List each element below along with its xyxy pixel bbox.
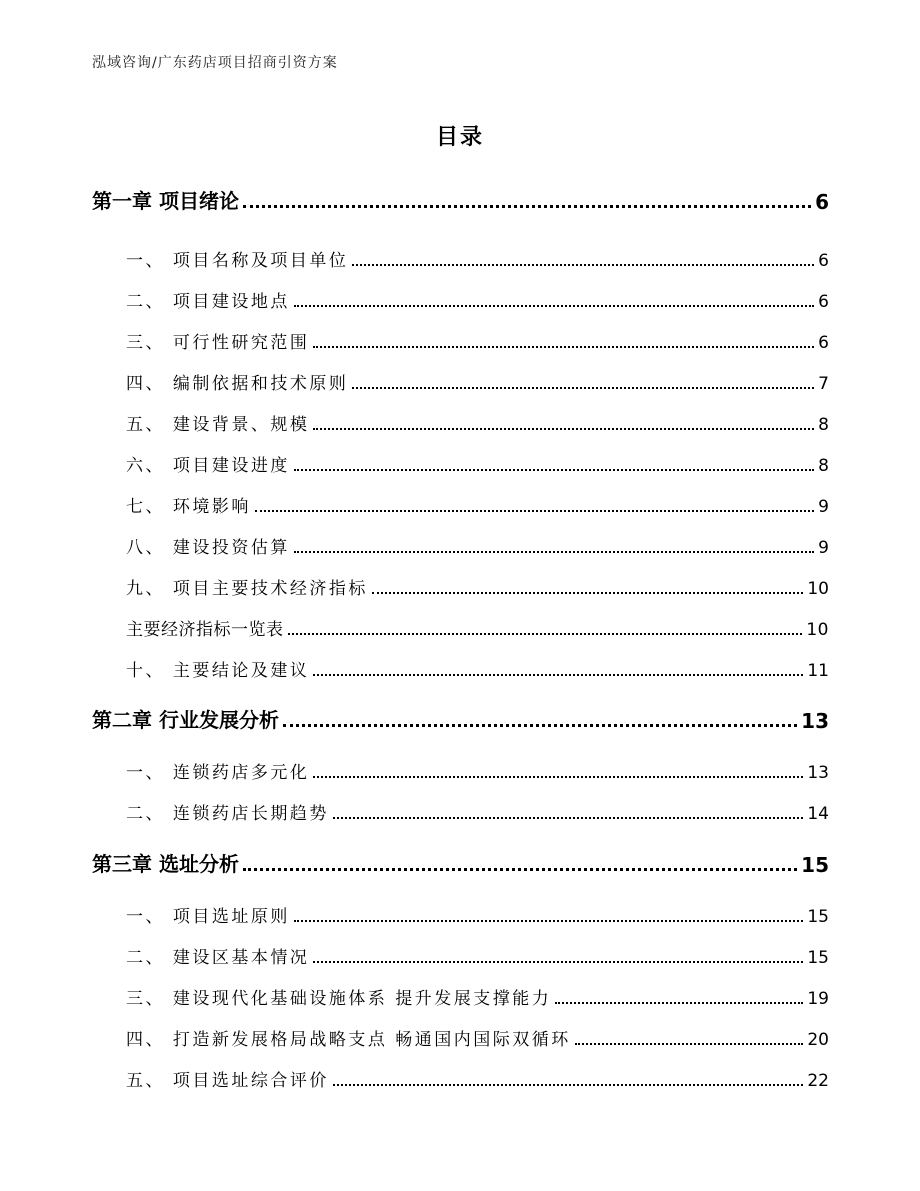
- toc-entry-text: 二、 项目建设地点: [126, 292, 290, 312]
- toc-entry[interactable]: [126, 758, 829, 783]
- toc-entry[interactable]: [126, 533, 829, 558]
- toc-page-number: 13: [807, 763, 829, 783]
- toc-entry[interactable]: [92, 704, 829, 733]
- toc-entry-text: 一、 项目名称及项目单位: [126, 251, 349, 271]
- dot-leader: [352, 264, 814, 266]
- dot-leader: [283, 724, 797, 727]
- toc-entry-text: 一、 项目选址原则: [126, 907, 290, 927]
- toc-entry[interactable]: [126, 492, 829, 517]
- toc-page-number: 14: [807, 804, 829, 824]
- toc-entry[interactable]: [126, 328, 829, 353]
- toc-page-number: 9: [818, 538, 829, 558]
- toc-page-number: 6: [818, 292, 829, 312]
- toc-page-number: 13: [801, 709, 829, 733]
- dot-leader: [333, 817, 803, 819]
- toc-page-number: 15: [801, 853, 829, 877]
- toc-entry[interactable]: [126, 1066, 829, 1091]
- toc-entry-text: 二、 连锁药店长期趋势: [126, 804, 329, 824]
- toc-entry-text: 八、 建设投资估算: [126, 538, 290, 558]
- toc-entry[interactable]: [126, 410, 829, 435]
- toc-entry[interactable]: [126, 902, 829, 927]
- toc-page-number: 20: [807, 1030, 829, 1050]
- toc-entry[interactable]: [126, 656, 829, 681]
- toc-entry-text: 五、 建设背景、规模: [126, 415, 310, 435]
- dot-leader: [294, 305, 814, 307]
- dot-leader: [313, 674, 803, 676]
- toc-entry-text: 二、 建设区基本情况: [126, 948, 310, 968]
- toc-entry[interactable]: [126, 287, 829, 312]
- toc-page-number: 8: [818, 415, 829, 435]
- toc-page-number: 19: [807, 989, 829, 1009]
- toc-entry[interactable]: [126, 369, 829, 394]
- toc-entry[interactable]: [126, 246, 829, 271]
- dot-leader: [313, 428, 814, 430]
- toc-entry-text: 四、 打造新发展格局战略支点 畅通国内国际双循环: [126, 1030, 571, 1050]
- toc-entry-text: 四、 编制依据和技术原则: [126, 374, 349, 394]
- toc-entry-text: 第一章 项目绪论: [92, 189, 239, 213]
- toc-entry-text: 三、 可行性研究范围: [126, 333, 310, 353]
- dot-leader: [555, 1002, 803, 1004]
- toc-entry-text: 三、 建设现代化基础设施体系 提升发展支撑能力: [126, 989, 552, 1009]
- toc-entry-text: 主要经济指标一览表: [126, 620, 284, 640]
- dot-leader: [313, 961, 803, 963]
- dot-leader: [294, 551, 814, 553]
- document-header: 泓域咨询/广东药店项目招商引资方案: [92, 55, 338, 71]
- toc-entry-text: 十、 主要结论及建议: [126, 661, 310, 681]
- dot-leader: [294, 920, 803, 922]
- dot-leader: [372, 592, 803, 594]
- dot-leader: [255, 510, 814, 512]
- toc-page-number: 7: [818, 374, 829, 394]
- toc-entry[interactable]: [92, 185, 829, 214]
- toc-entry-text: 六、 项目建设进度: [126, 456, 290, 476]
- toc-page-number: 6: [815, 190, 829, 214]
- page-title: 目录: [435, 125, 484, 150]
- toc-page-number: 10: [807, 579, 829, 599]
- dot-leader: [313, 346, 814, 348]
- toc-entry[interactable]: [126, 943, 829, 968]
- toc-entry-text: 一、 连锁药店多元化: [126, 763, 310, 783]
- dot-leader: [313, 776, 803, 778]
- toc-entry[interactable]: [126, 984, 829, 1009]
- dot-leader: [288, 633, 803, 635]
- toc-page-number: 6: [818, 251, 829, 271]
- dot-leader: [352, 387, 814, 389]
- toc-entry-text: 第三章 选址分析: [92, 852, 239, 876]
- toc-page-number: 15: [807, 948, 829, 968]
- toc-page-number: 11: [807, 661, 829, 681]
- toc-page-number: 10: [806, 620, 829, 640]
- toc-entry[interactable]: [92, 848, 829, 877]
- toc-entry-text: 七、 环境影响: [126, 497, 251, 517]
- toc-page-number: 15: [807, 907, 829, 927]
- dot-leader: [243, 205, 811, 208]
- toc-page-number: 8: [818, 456, 829, 476]
- toc-entry-text: 五、 项目选址综合评价: [126, 1071, 329, 1091]
- toc-page-number: 22: [807, 1071, 829, 1091]
- dot-leader: [294, 469, 814, 471]
- toc-entry[interactable]: [126, 615, 829, 640]
- dot-leader: [575, 1043, 804, 1045]
- toc-entry[interactable]: [126, 1025, 829, 1050]
- toc-entry-text: 第二章 行业发展分析: [92, 708, 279, 732]
- toc-entry[interactable]: [126, 451, 829, 476]
- dot-leader: [243, 868, 797, 871]
- toc-entry[interactable]: [126, 799, 829, 824]
- toc-page-number: 6: [818, 333, 829, 353]
- dot-leader: [333, 1084, 803, 1086]
- toc-entry-text: 九、 项目主要技术经济指标: [126, 579, 368, 599]
- toc-page-number: 9: [818, 497, 829, 517]
- toc-entry[interactable]: [126, 574, 829, 599]
